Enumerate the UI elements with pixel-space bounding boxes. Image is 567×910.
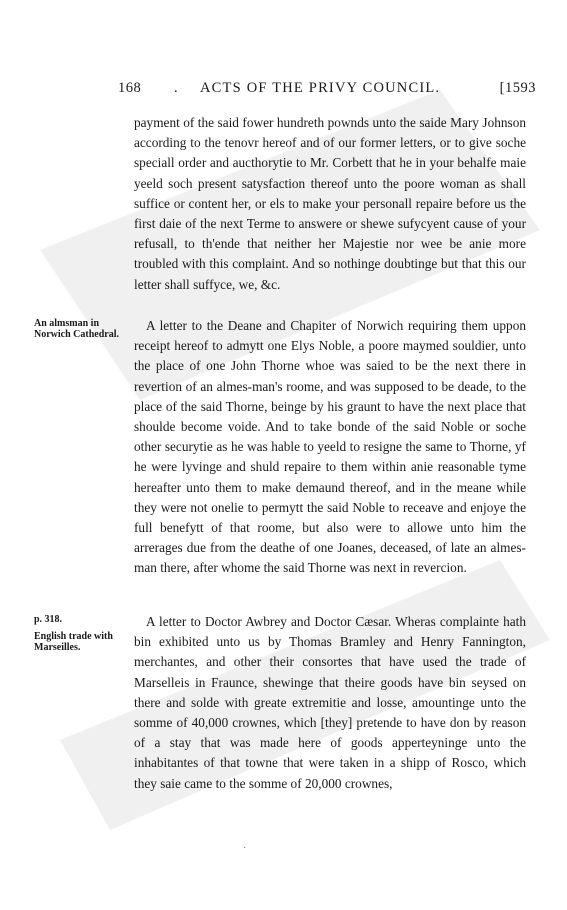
- margin-note-almsman: An almsman in Norwich Cathedral.: [34, 318, 119, 340]
- margin-note-page-ref: p. 318.: [34, 614, 63, 625]
- paragraph-2: A letter to the Deane and Chapiter of Norwich requiring them uppon receipt hereof to admytt one Elys Noble, a poore maymed souldier, unto the place of one John Thorne whoe was saied to be the next there in revertion of an almes-man's roome, and was supposed to be deade, to the place of the said Thorne, beinge by his graunt to have the next place that shoulde become voide. And to take bonde of the said Noble or soche other securytie as he was hable to yeeld to resigne the same to Thorne, yf he were lyvinge and shuld repaire to them within anie reasonable tyme hereafter unto them to make demaund thereof, and in the meane while they were not onelie to permytt the said Noble to receave and enjoye the full benefytt of that roome, but also were to allowe unto him the arrerages due from the deathe of one Joanes, deceased, of late an almes-man there, after whome the said Thorne was next in revercion.: [134, 318, 526, 576]
- page-number: 168: [118, 80, 142, 96]
- header-dot: .: [174, 80, 179, 96]
- header-year: [1593: [499, 80, 536, 96]
- paragraph-3: A letter to Doctor Awbrey and Doctor Cæsar. Wheras complainte hath bin exhibited unto us by Thomas Bramley and Henry Fannington, merchantes, and other their consortes that have used the trade of Marselleis in Fraunce, shewinge that theire goods have bin seysed on there and solde with greate extremitie and losse, amountinge unto the somme of 40,000 crownes, which [they] pretende to have don by reason of a stay that was made here of goods apperteyninge unto the inhabitantes of that towne that were taken in a shipp of Rosco, which they saie came to the somme of 20,000 crownes,: [134, 614, 526, 791]
- paragraph-1: payment of the said fower hundreth pownds unto the saide Mary Johnson according to the tenovr hereof and of our former letters, or to give soche speciall order and aucthorytie to Mr. Corbett that he in your behalfe maie yeeld soch present satysfaction thereof unto the poore woman as shall suffice or content her, or els to make your personall repaire before us the first daie of the next Terme to answere or shewe sufycyent cause of your refusall, to th'ende that neither her Majestie nor wee be anie more troubled with this complaint. And so nothinge doubtinge but that this our letter shall suffyce, we, &c.: [134, 115, 526, 292]
- running-title: ACTS OF THE PRIVY COUNCIL.: [200, 80, 441, 96]
- margin-note-trade: English trade with Marseilles.: [34, 631, 113, 653]
- footer-mark: ·: [243, 843, 247, 854]
